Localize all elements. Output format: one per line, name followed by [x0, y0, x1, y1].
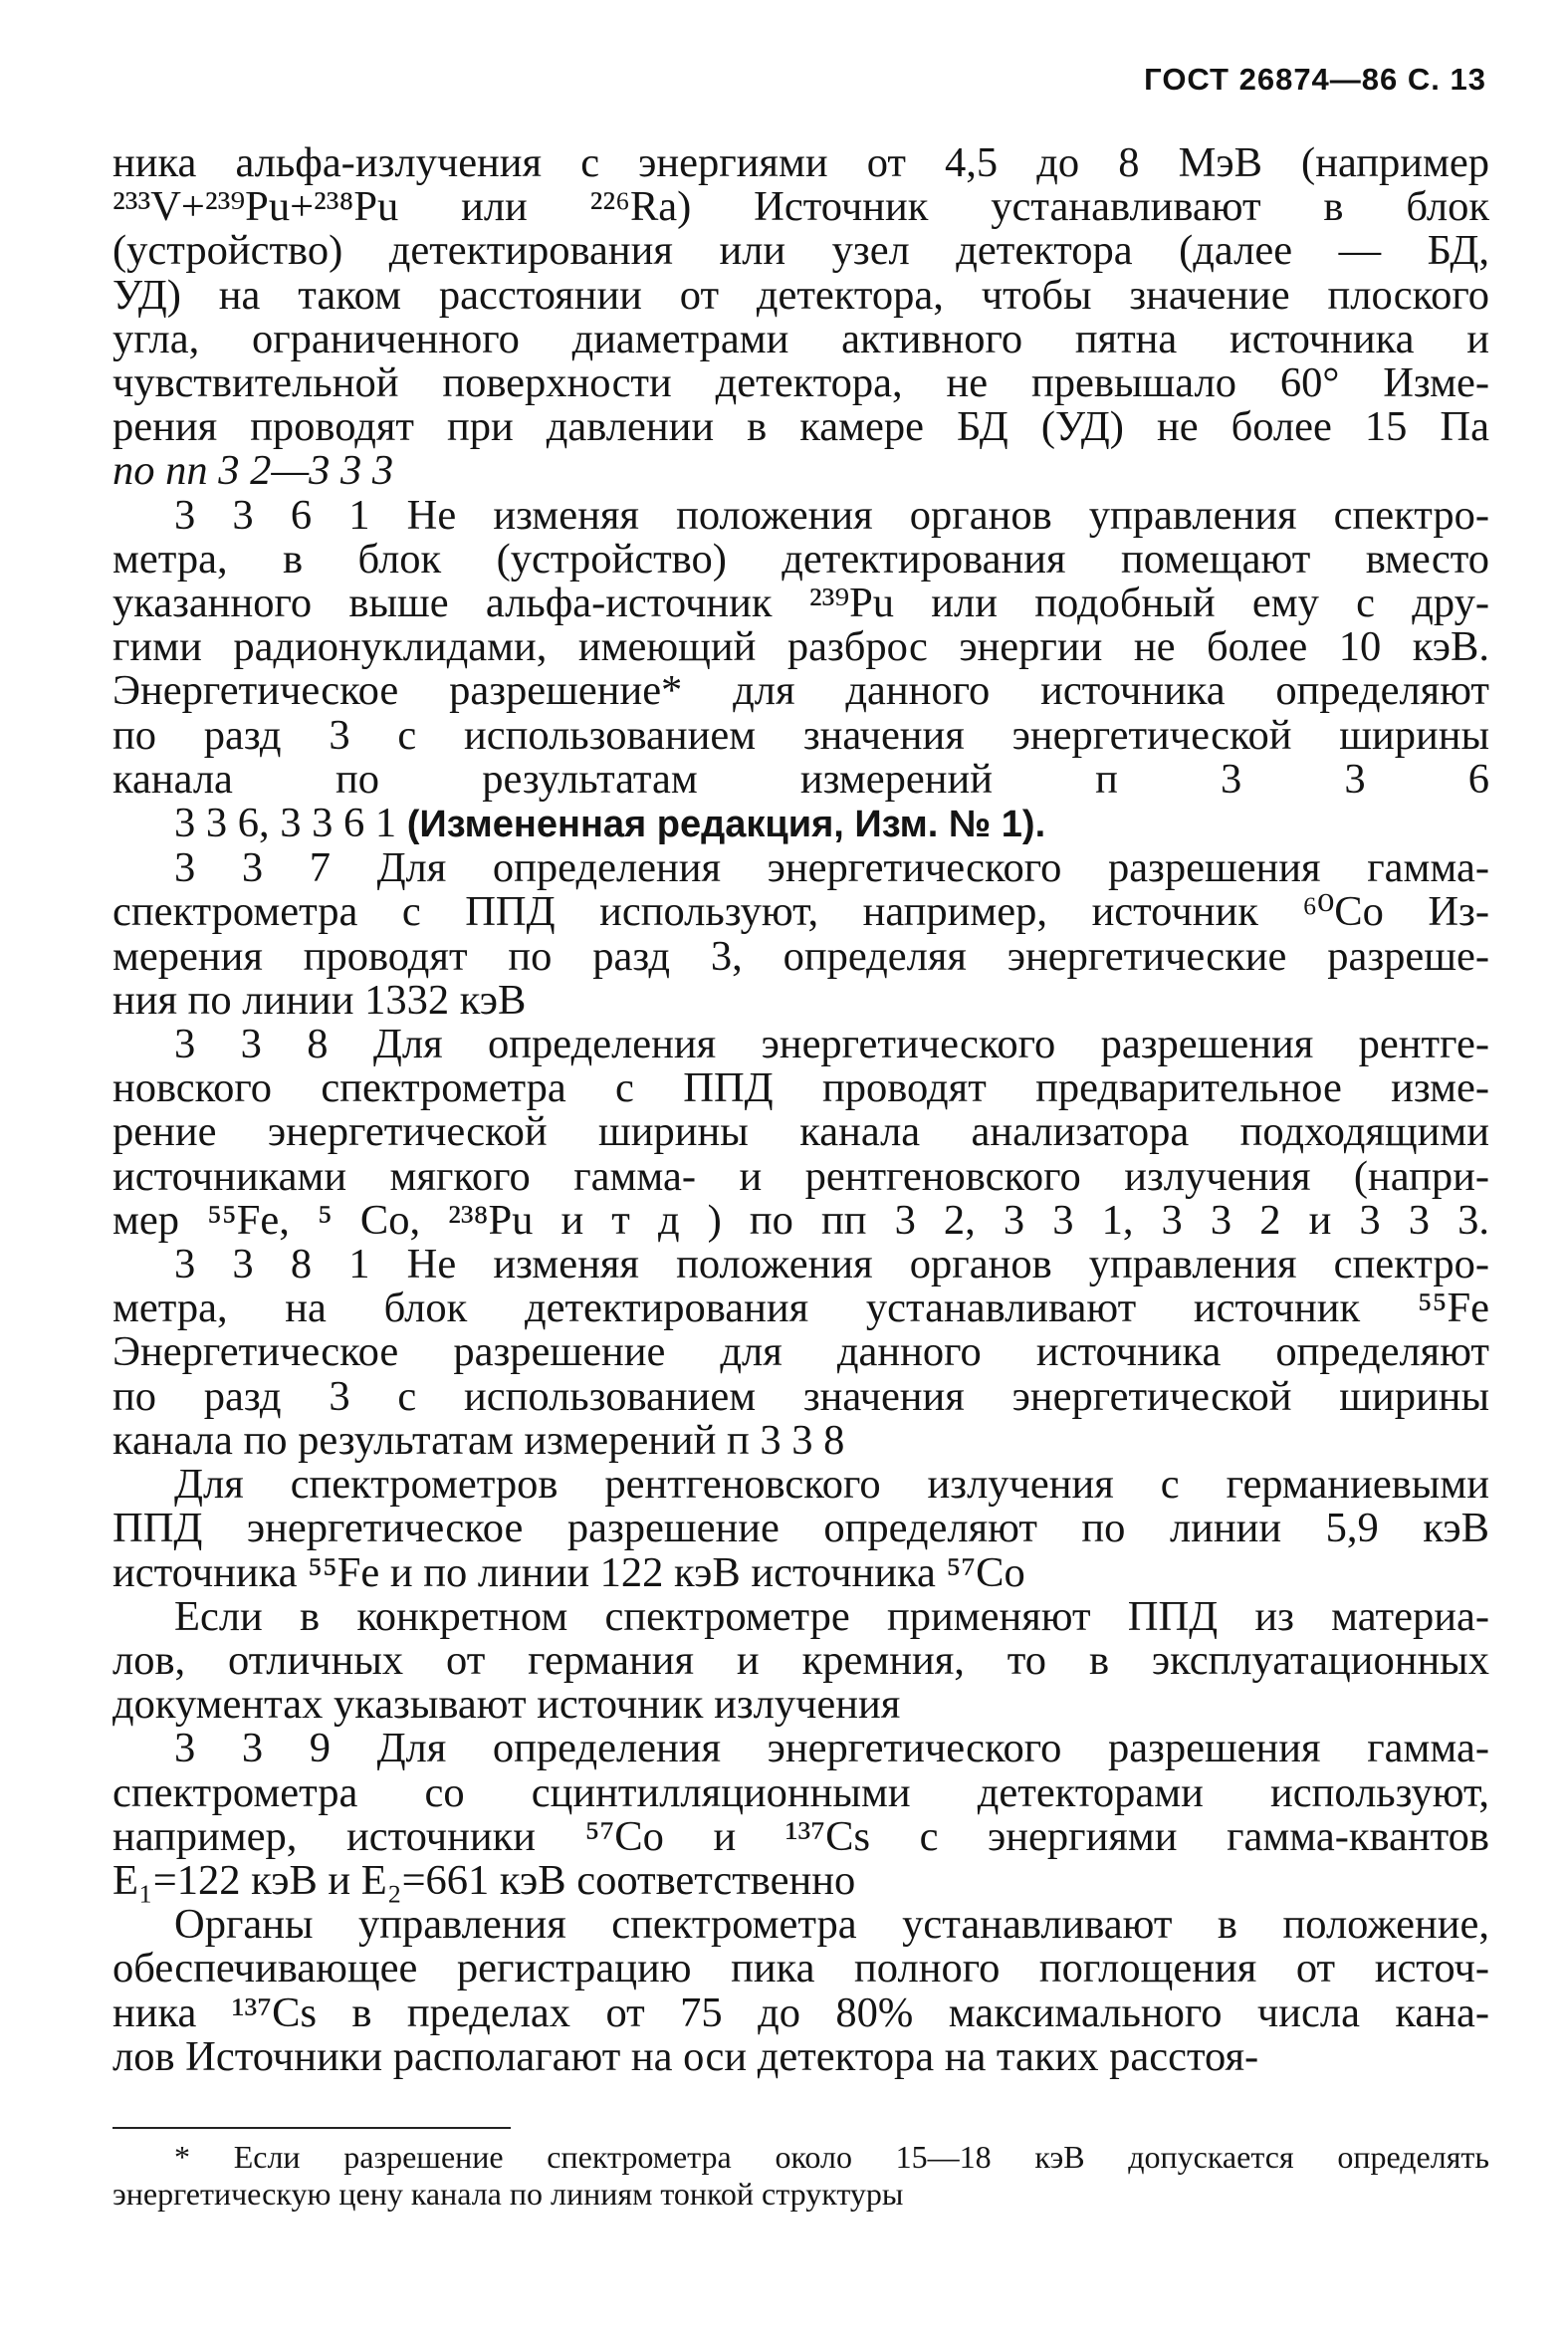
text-line: рение энергетической ширины канала анализатора подходящими: [112, 1108, 1489, 1156]
footnote-line: энергетическую цену канала по линиям тонкой структуры: [112, 2176, 904, 2212]
text-line: по пп 3 2—3 3 3: [112, 447, 394, 495]
text-line: ния по линии 1332 кэВ: [112, 976, 527, 1024]
text-line: ²³³V+²³⁹Pu+²³⁸Pu или ²²⁶Ra) Источник устанавливают в блок: [112, 183, 1489, 231]
text-line: источниками мягкого гамма- и рентгеновского излучения (напри-: [112, 1152, 1489, 1200]
amendment-ref: 3 3 6, 3 3 6 1: [174, 800, 407, 847]
text-line: E₁=122 кэВ и E₂=661 кэВ соответственно: [112, 1856, 856, 1904]
text-line: по разд 3 с использованием значения энергетической ширины: [112, 1372, 1489, 1420]
text-line: 3 3 7 Для определения энергетического разрешения гамма-: [174, 844, 1489, 892]
text-line: 3 3 9 Для определения энергетического разрешения гамма-: [174, 1725, 1489, 1772]
text-line: угла, ограниченного диаметрами активного пятна источника и: [112, 315, 1489, 362]
text-line: новского спектрометра с ППД проводят предварительное изме-: [112, 1064, 1489, 1112]
text-line: гими радионуклидами, имеющий разброс энергии не более 10 кэВ.: [112, 623, 1489, 671]
text-line: рения проводят при давлении в камере БД (УД) не более 15 Па: [112, 403, 1489, 451]
text-line: источника ⁵⁵Fe и по линии 122 кэВ источника ⁵⁷Co: [112, 1548, 1025, 1596]
text-line: указанного выше альфа-источник ²³⁹Pu или подобный ему с дру-: [112, 580, 1489, 627]
text-line: канала по результатам измерений п 3 3 6: [112, 755, 1489, 803]
text-line: метра, на блок детектирования устанавливают источник ⁵⁵Fe: [112, 1285, 1489, 1332]
text-line: Энергетическое разрешение для данного источника определяют: [112, 1328, 1489, 1376]
amendment-note: [112, 802, 1489, 846]
text-line: УД) на таком расстоянии от детектора, чтобы значение плоского: [112, 271, 1489, 319]
footnote: [112, 2139, 1489, 2213]
text-line: например, источники ⁵⁷Co и ¹³⁷Cs с энергиями гамма-квантов: [112, 1812, 1489, 1860]
text-line: мер ⁵⁵Fe, ⁵ Co, ²³⁸Pu и т д ) по пп 3 2, 3 3 1, 3 3 2 и 3 3 3.: [112, 1196, 1489, 1244]
text-line: Для спектрометров рентгеновского излучения с германиевыми: [174, 1461, 1489, 1509]
text-line: ника ¹³⁷Cs в пределах от 75 до 80% максимального числа кана-: [112, 1989, 1489, 2036]
text-line: мерения проводят по разд 3, определяя энергетические разреше-: [112, 932, 1489, 980]
text-line: Если в конкретном спектрометре применяют ППД из материа-: [174, 1592, 1489, 1640]
text-line: чувствительной поверхности детектора, не превышало 60° Изме-: [112, 359, 1489, 407]
text-line: ППД энергетическое разрешение определяют по линии 5,9 кэВ: [112, 1505, 1489, 1552]
text-line: 3 3 8 Для определения энергетического разрешения рентге-: [174, 1021, 1489, 1068]
amendment-text: (Измененная редакция, Изм. № 1).: [406, 804, 1046, 846]
text-line: по разд 3 с использованием значения энергетической ширины: [112, 711, 1489, 759]
text-line: Энергетическое разрешение* для данного источника определяют: [112, 667, 1489, 715]
footnote-divider: [112, 2127, 511, 2129]
page-header: ГОСТ 26874—86 С. 13: [1144, 62, 1486, 97]
text-line: спектрометра со сцинтилляционными детекторами используют,: [112, 1768, 1489, 1816]
text-line: 3 3 8 1 Не изменяя положения органов управления спектро-: [174, 1241, 1489, 1288]
footnote-line: * Если разрешение спектрометра около 15—18 кэВ допускается определять: [174, 2139, 1489, 2175]
text-line: ника альфа-излучения с энергиями от 4,5 до 8 МэВ (например: [112, 139, 1489, 186]
body-text: [112, 141, 1489, 2079]
text-line: метра, в блок (устройство) детектирования помещают вместо: [112, 535, 1489, 583]
text-line: лов Источники располагают на оси детектора на таких расстоя-: [112, 2032, 1259, 2080]
text-line: (устройство) детектирования или узел детектора (далее — БД,: [112, 227, 1489, 275]
text-line: спектрометра с ППД используют, например, источник ⁶⁰Co Из-: [112, 888, 1489, 936]
text-line: 3 3 6 1 Не изменяя положения органов управления спектро-: [174, 491, 1489, 539]
text-line: лов, отличных от германия и кремния, то в эксплуатационных: [112, 1636, 1489, 1684]
text-line: обеспечивающее регистрацию пика полного поглощения от источ-: [112, 1945, 1489, 1992]
text-line: Органы управления спектрометра устанавливают в положение,: [174, 1901, 1489, 1949]
text-line: канала по результатам измерений п 3 3 8: [112, 1416, 845, 1464]
text-line: документах указывают источник излучения: [112, 1681, 901, 1729]
